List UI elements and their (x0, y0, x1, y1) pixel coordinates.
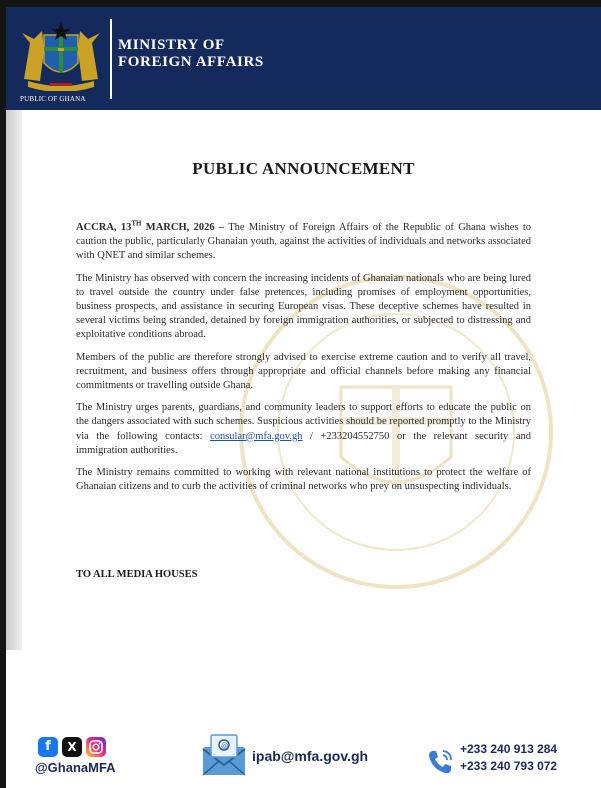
ministry-name-line1: MINISTRY OF (118, 37, 225, 53)
letterhead-header (6, 7, 601, 110)
consular-email-link[interactable]: consular@mfa.gov.gh (210, 430, 303, 442)
paragraph-3: Members of the public are therefore strongly advised to exercise extreme caution and to verify all travel, recruitment, and business offers through appropriate and official channels before making any financial commitments or travelling outside Ghana. (76, 351, 531, 392)
footer-phones (460, 741, 557, 775)
paragraph-4-start: The Ministry urges parents, guardians, and community leaders to support efforts to educate the public on the dangers associated with such schemes. Suspicious activities should be reported promptly to the Ministry via the following contacts: (76, 402, 531, 442)
paragraph-1-text: The Ministry of Foreign Affairs of the Republic of Ghana wishes to caution the public, particularly Ghanaian youth, against the activities of individuals and networks associated with QNET and similar schemes. (76, 222, 531, 262)
svg-text:@: @ (221, 741, 229, 750)
announcement-page (6, 7, 601, 788)
ministry-name-line2: FOREIGN AFFAIRS (118, 54, 264, 70)
x-twitter-icon[interactable]: X (62, 737, 82, 757)
paragraph-4 (76, 401, 531, 458)
facebook-icon[interactable]: f (38, 737, 58, 757)
closing-line: TO ALL MEDIA HOUSES (76, 569, 198, 580)
left-decorative-bar (6, 110, 22, 650)
paragraph-5: The Ministry remains committed to working with relevant national institutions to protect the welfare of Ghanaian citizens and to curb the activities of criminal networks who prey on unsuspecting individuals. (76, 467, 531, 493)
dateline (76, 219, 225, 233)
social-handle[interactable]: @GhanaMFA (35, 760, 116, 775)
dateline-month-year: MARCH, 2026 – (141, 222, 225, 233)
ministry-name (118, 37, 264, 71)
dateline-ordinal: TH (131, 219, 142, 228)
header-divider (110, 19, 112, 99)
email-icon (201, 733, 247, 777)
crest-caption: PUBLIC OF GHANA (20, 95, 86, 103)
footer-phone-1[interactable]: +233 240 913 284 (460, 742, 558, 756)
instagram-icon[interactable] (86, 737, 106, 757)
paragraph-4-end: / +233204552750 or the relevant security and immigration authorities. (76, 430, 532, 456)
page-title: PUBLIC ANNOUNCEMENT (192, 159, 415, 178)
dateline-city: ACCRA, 13 (76, 222, 132, 233)
announcement-body (76, 221, 531, 502)
paragraph-intro (76, 221, 531, 264)
paragraph-2: The Ministry has observed with concern the increasing incidents of Ghanaian nationals who are being lured to travel outside the country under false pretences, including promises of employment opportunities, business prospects, and assistance in securing European visas. These deceptive schemes have resulted in several victims being stranded, detained by foreign immigration authorities, or subjected to distressing and exploitative conditions abroad. (76, 272, 531, 341)
phone-icon (426, 748, 454, 776)
footer-phone-2[interactable]: +233 240 793 072 (460, 759, 558, 773)
ghana-coat-of-arms-icon (20, 21, 102, 91)
footer-email[interactable]: ipab@mfa.gov.gh (252, 748, 369, 764)
